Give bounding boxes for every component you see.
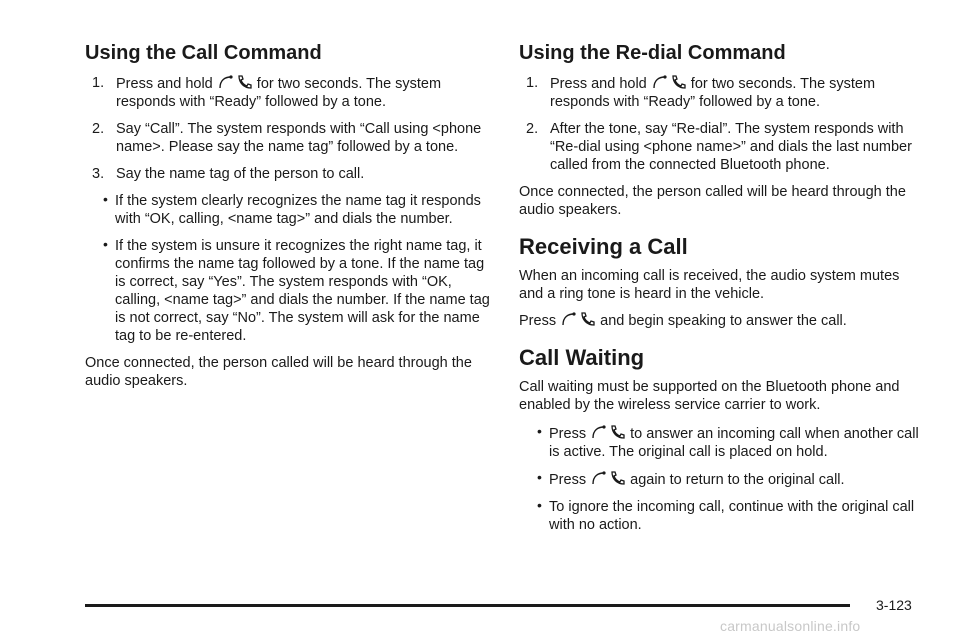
page-number: 3-123: [876, 597, 912, 613]
waiting-text: Call waiting must be supported on the Bluetooth phone and enabled by the wireless service carrier to work.: [519, 379, 900, 413]
redial-closing-text: Once connected, the person called will be heard through the audio speakers.: [519, 184, 906, 218]
call-step-3: 3. Say the name tag of the person to call.: [92, 166, 365, 182]
receiving-section: [519, 233, 924, 330]
bullet-icon: •: [537, 469, 542, 485]
phone-icon: [608, 470, 626, 486]
redial-steps: [519, 74, 924, 174]
push-to-talk-icon: [217, 74, 235, 90]
section-title-call-command: Using the Call Command: [85, 42, 322, 64]
list-item: • If the system clearly recognizes the name tag it responds with “OK, calling, <name tag>” and dials the number.: [103, 191, 481, 227]
call-step-2: 2. Say “Call”. The system responds with “Call using <phone name>. Please say the name tag” followed by a tone.: [92, 121, 482, 155]
list-item: • If the system is unsure it recognizes the right name tag, it confirms the name tag followed by a tone. If the name tag is correct, say “Yes”. The system responds with “OK, calling, <name tag>” and dials the number. If the name tag is not correct, say “No”. The system will ask for the name tag to be re-entered.: [103, 236, 490, 344]
phone-icon: [235, 74, 253, 90]
waiting-bullets: [519, 424, 924, 534]
receiving-press-text: Press and begin speaking to answer the call.: [519, 313, 847, 329]
list-item: • Press to answer an incoming call when another call is active. The original call is placed on hold.: [537, 423, 919, 460]
bullet-icon: •: [103, 236, 108, 252]
watermark: carmanualsonline.info: [720, 618, 861, 634]
section-title-receiving-call: Receiving a Call: [519, 234, 688, 259]
waiting-section: [519, 344, 924, 534]
right-column: [519, 40, 924, 543]
call-steps: [85, 74, 490, 183]
list-item: • Press again to return to the original call.: [537, 469, 845, 488]
section-title-redial-command: Using the Re-dial Command: [519, 42, 786, 64]
push-to-talk-icon: [590, 470, 608, 486]
redial-step-1: 1. Press and hold for two seconds. The system responds with “Ready” followed by a tone.: [526, 75, 876, 110]
call-step-1: 1. Press and hold for two seconds. The system responds with “Ready” followed by a tone.: [92, 75, 442, 110]
bullet-icon: •: [103, 191, 108, 207]
bullet-icon: •: [537, 423, 542, 439]
footer-rule: [85, 604, 850, 607]
push-to-talk-icon: [560, 311, 578, 327]
redial-step-2: 2. After the tone, say “Re-dial”. The system responds with “Re-dial using <phone name>” and dials the last number called from the connected Bluetooth phone.: [526, 121, 912, 173]
section-title-call-waiting: Call Waiting: [519, 345, 645, 370]
left-column: [85, 40, 490, 390]
bullet-icon: •: [537, 497, 542, 513]
list-item: • To ignore the incoming call, continue with the original call with no action.: [537, 497, 915, 533]
phone-icon: [608, 424, 626, 440]
receiving-text: When an incoming call is received, the audio system mutes and a ring tone is heard in the vehicle.: [519, 268, 900, 302]
phone-icon: [578, 311, 596, 327]
call-bullets: [85, 192, 490, 345]
call-closing-text: Once connected, the person called will be heard through the audio speakers.: [85, 355, 472, 389]
push-to-talk-icon: [590, 424, 608, 440]
phone-icon: [669, 74, 687, 90]
push-to-talk-icon: [651, 74, 669, 90]
